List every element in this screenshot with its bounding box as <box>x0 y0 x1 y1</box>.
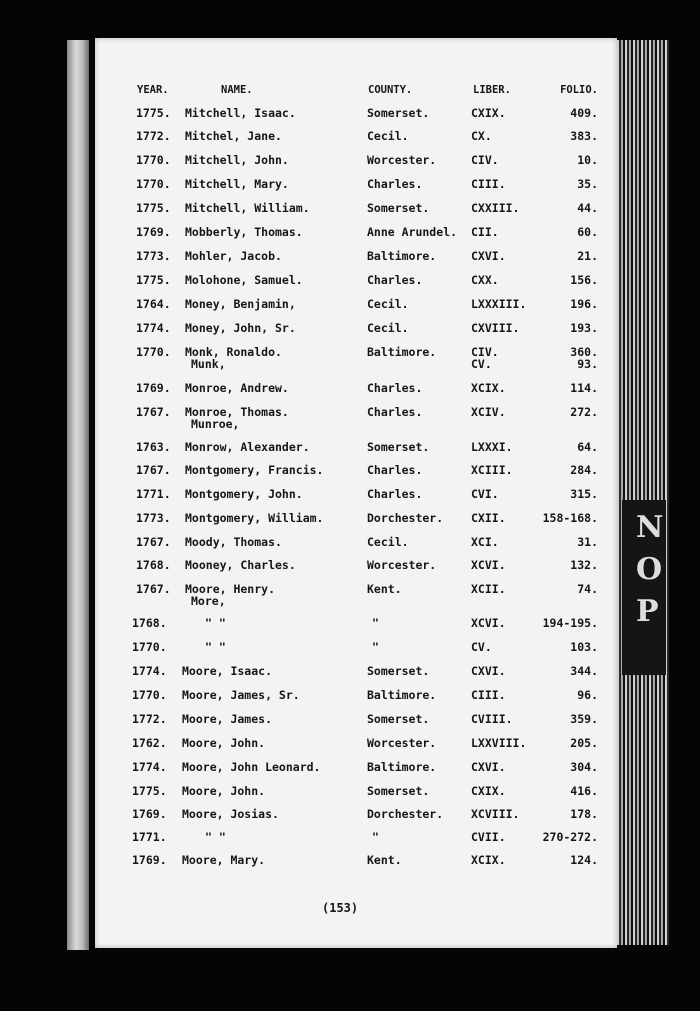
row-liber: CII. <box>471 225 499 239</box>
row-year: 1770. <box>132 640 167 654</box>
row-county: Cecil. <box>367 297 409 311</box>
row-liber: CIV. <box>471 345 499 359</box>
row-county: Somerset. <box>367 712 430 726</box>
row-county: Worcester. <box>367 736 437 750</box>
row-liber: CVIII. <box>471 712 513 726</box>
row-name: Mobberly, Thomas. <box>185 225 303 239</box>
row-liber: XCI. <box>471 535 499 549</box>
row-folio: 64. <box>577 440 598 454</box>
row-county: Somerset. <box>367 784 430 798</box>
row-folio: 409. <box>570 106 598 120</box>
row-liber: LXXXIII. <box>471 297 527 311</box>
row-year: 1773. <box>136 249 171 263</box>
row-liber: XCIII. <box>471 463 513 477</box>
row-year: 1775. <box>136 106 171 120</box>
row-county: Charles. <box>367 381 423 395</box>
row-folio: 114. <box>570 381 598 395</box>
row-name: " " <box>205 640 226 654</box>
row-name: Mitchell, William. <box>185 201 310 215</box>
row-liber: XCVIII. <box>471 807 520 821</box>
row-county: Dorchester. <box>367 511 444 525</box>
row-year: 1774. <box>132 760 167 774</box>
row-county: Baltimore. <box>367 688 437 702</box>
row-year: 1775. <box>136 273 171 287</box>
row-liber: XCIX. <box>471 853 506 867</box>
row-year: 1769. <box>136 225 171 239</box>
row-name: Moore, John Leonard. <box>182 760 321 774</box>
row-year: 1775. <box>132 784 167 798</box>
row-county: Somerset. <box>367 201 430 215</box>
row-liber: LXXXI. <box>471 440 513 454</box>
header-year: YEAR. <box>137 84 169 96</box>
tab-letter: P <box>636 594 659 629</box>
row-liber: CXX. <box>471 273 499 287</box>
row-year: 1770. <box>136 153 171 167</box>
row-liber: CXIX. <box>471 106 506 120</box>
row-year: 1770. <box>136 177 171 191</box>
row-county: Charles. <box>367 405 423 419</box>
row-year: 1774. <box>136 321 171 335</box>
row-county: Dorchester. <box>367 807 444 821</box>
row-folio: 74. <box>577 582 598 596</box>
row-liber: CXVI. <box>471 249 506 263</box>
row-folio: 103. <box>570 640 598 654</box>
row-name: Mitchell, John. <box>185 153 289 167</box>
row-folio: 44. <box>577 201 598 215</box>
book-binding <box>617 40 669 945</box>
header-name: NAME. <box>221 84 253 96</box>
row-name: Mitchell, Mary. <box>185 177 289 191</box>
row-folio: 132. <box>570 558 598 572</box>
row-county: Baltimore. <box>367 760 437 774</box>
row-liber: XCVI. <box>471 558 506 572</box>
row-folio: 270-272. <box>542 830 598 844</box>
row-name: Montgomery, William. <box>185 511 324 525</box>
row-folio: 383. <box>570 129 598 143</box>
row-name: Moore, James, Sr. <box>182 688 300 702</box>
row-name: " " <box>205 830 226 844</box>
row-year: 1764. <box>136 297 171 311</box>
row-name: Mitchell, Isaac. <box>185 106 296 120</box>
row-name: Mooney, Charles. <box>185 558 296 572</box>
row-name: Moore, Mary. <box>182 853 266 867</box>
page-number: (153) <box>322 901 359 915</box>
row-liber: CIV. <box>471 153 499 167</box>
row-year: 1771. <box>132 830 167 844</box>
row-name: Moody, Thomas. <box>185 535 282 549</box>
row-folio: 304. <box>570 760 598 774</box>
row-folio: 10. <box>577 153 598 167</box>
row-folio: 315. <box>570 487 598 501</box>
row-year: 1769. <box>136 381 171 395</box>
row-year: 1767. <box>136 582 171 596</box>
row-folio: 359. <box>570 712 598 726</box>
row-year: 1769. <box>132 853 167 867</box>
row-liber: XCIX. <box>471 381 506 395</box>
row-folio: 360. <box>570 345 598 359</box>
row-folio: 194-195. <box>542 616 598 630</box>
row-liber: CIII. <box>471 177 506 191</box>
row-year: 1768. <box>136 558 171 572</box>
row-name: Montgomery, Francis. <box>185 463 324 477</box>
row-name: Monrow, Alexander. <box>185 440 310 454</box>
row-liber: CX. <box>471 129 492 143</box>
row-year: 1770. <box>132 688 167 702</box>
row-folio: 196. <box>570 297 598 311</box>
row-folio: 205. <box>570 736 598 750</box>
row-name: Monk, Ronaldo. <box>185 345 282 359</box>
row-folio: 31. <box>577 535 598 549</box>
row-name-alt: Munk, <box>191 357 226 371</box>
row-year: 1763. <box>136 440 171 454</box>
row-name: Moore, Josias. <box>182 807 279 821</box>
row-year: 1774. <box>132 664 167 678</box>
row-year: 1762. <box>132 736 167 750</box>
row-county: Somerset. <box>367 106 430 120</box>
row-county: Charles. <box>367 463 423 477</box>
row-liber: CXIX. <box>471 784 506 798</box>
row-year: 1775. <box>136 201 171 215</box>
header-county: COUNTY. <box>368 84 413 96</box>
row-name: " " <box>205 616 226 630</box>
row-county: Worcester. <box>367 153 437 167</box>
row-county: " <box>372 830 379 844</box>
row-year: 1767. <box>136 463 171 477</box>
row-name-alt: More, <box>191 594 226 608</box>
row-year: 1769. <box>132 807 167 821</box>
row-county: Cecil. <box>367 129 409 143</box>
row-county: Charles. <box>367 177 423 191</box>
row-folio: 416. <box>570 784 598 798</box>
row-year: 1770. <box>136 345 171 359</box>
row-county: Baltimore. <box>367 345 437 359</box>
row-name: Mitchel, Jane. <box>185 129 282 143</box>
row-liber: CXVI. <box>471 760 506 774</box>
row-folio: 178. <box>570 807 598 821</box>
header-folio: FOLIO. <box>560 84 598 96</box>
row-liber: CXVI. <box>471 664 506 678</box>
row-folio: 344. <box>570 664 598 678</box>
row-name: Money, Benjamin, <box>185 297 296 311</box>
row-liber: CIII. <box>471 688 506 702</box>
row-liber: CXXIII. <box>471 201 520 215</box>
row-folio: 124. <box>570 853 598 867</box>
row-county: Baltimore. <box>367 249 437 263</box>
row-liber: CXII. <box>471 511 506 525</box>
row-county: Somerset. <box>367 664 430 678</box>
row-county: Anne Arundel. <box>367 225 458 239</box>
row-county: Kent. <box>367 582 402 596</box>
row-county: " <box>372 616 379 630</box>
row-name: Money, John, Sr. <box>185 321 296 335</box>
row-liber: XCIV. <box>471 405 506 419</box>
row-name: Moore, Henry. <box>185 582 276 596</box>
row-year: 1767. <box>136 405 171 419</box>
row-year: 1768. <box>132 616 167 630</box>
row-name: Moore, John. <box>182 736 266 750</box>
row-county: Cecil. <box>367 535 409 549</box>
row-name: Monroe, Thomas. <box>185 405 289 419</box>
row-folio: 272. <box>570 405 598 419</box>
row-county: Worcester. <box>367 558 437 572</box>
row-name: Moore, James. <box>182 712 273 726</box>
row-name: Montgomery, John. <box>185 487 303 501</box>
row-year: 1773. <box>136 511 171 525</box>
row-liber: CVI. <box>471 487 499 501</box>
row-folio: 96. <box>577 688 598 702</box>
row-year: 1767. <box>136 535 171 549</box>
row-year: 1772. <box>132 712 167 726</box>
row-liber: CV. <box>471 640 492 654</box>
row-folio: 60. <box>577 225 598 239</box>
row-folio: 156. <box>570 273 598 287</box>
row-county: Kent. <box>367 853 402 867</box>
row-name: Moore, John. <box>182 784 266 798</box>
row-liber-alt: CV. <box>471 357 492 371</box>
tab-letter: O <box>636 552 663 587</box>
header-liber: LIBER. <box>473 84 511 96</box>
row-folio: 35. <box>577 177 598 191</box>
row-folio: 193. <box>570 321 598 335</box>
row-folio-alt: 93. <box>577 357 598 371</box>
row-liber: XCII. <box>471 582 506 596</box>
facing-page-edge <box>67 40 89 950</box>
row-name-alt: Munroe, <box>191 417 240 431</box>
row-county: Charles. <box>367 487 423 501</box>
row-county: Cecil. <box>367 321 409 335</box>
row-liber: CXVIII. <box>471 321 520 335</box>
tab-letter: N <box>636 510 664 545</box>
row-year: 1771. <box>136 487 171 501</box>
row-folio: 158-168. <box>542 511 598 525</box>
row-liber: CVII. <box>471 830 506 844</box>
row-folio: 21. <box>577 249 598 263</box>
row-name: Molohone, Samuel. <box>185 273 303 287</box>
row-liber: LXXVIII. <box>471 736 527 750</box>
row-county: Somerset. <box>367 440 430 454</box>
row-year: 1772. <box>136 129 171 143</box>
row-county: Charles. <box>367 273 423 287</box>
row-liber: XCVI. <box>471 616 506 630</box>
row-county: " <box>372 640 379 654</box>
row-name: Moore, Isaac. <box>182 664 273 678</box>
row-name: Monroe, Andrew. <box>185 381 289 395</box>
row-folio: 284. <box>570 463 598 477</box>
row-name: Mohler, Jacob. <box>185 249 282 263</box>
